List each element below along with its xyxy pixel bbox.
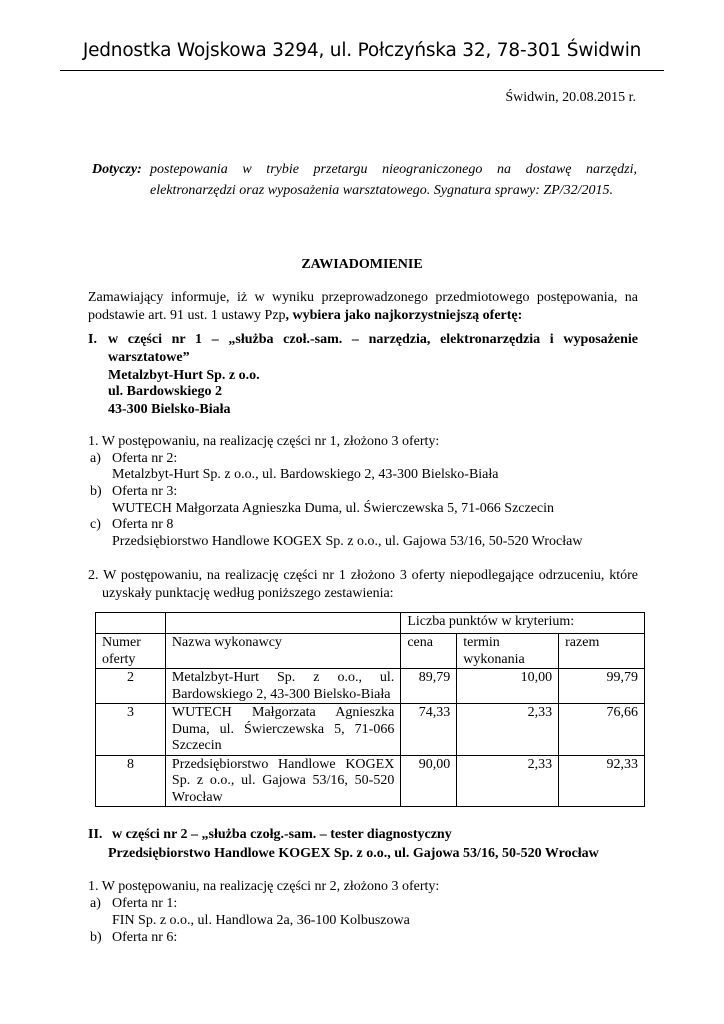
offer-number: 2 [96, 669, 166, 704]
intro-paragraph [88, 289, 638, 325]
part1-number: I. [88, 332, 97, 347]
total-points: 92,33 [559, 755, 645, 807]
part1-offer-letter: b) [90, 484, 102, 499]
column-header-price: cena [401, 634, 457, 669]
column-header-term: termin wykonania [457, 634, 559, 669]
criteria-group-header: Liczba punktów w kryterium: [401, 613, 645, 634]
part1-offer-detail: Metalzbyt-Hurt Sp. z o.o., ul. Bardowskiego 2, 43-300 Bielsko-Biała [112, 467, 499, 482]
part1-heading [88, 331, 638, 367]
part1-point2 [88, 567, 638, 603]
subject-block [92, 159, 637, 201]
term-points: 2,33 [457, 755, 559, 807]
part2-point1: 1. W postępowaniu, na realizację części nr 2, złożono 3 oferty: [88, 879, 440, 894]
intro-text: Zamawiający informuje, iż w wyniku przeprowadzonego przedmiotowego postępowania, na podstawie art. 91 ust. 1 ustawy Pzp [88, 290, 638, 323]
total-points: 99,79 [559, 669, 645, 704]
subject-text: postepowania w trybie przetargu nieograniczonego na dostawę narzędzi, elektronarzędzi oraz wyposażenia warsztatowego. Sygnatura sprawy: ZP/32/2015. [150, 162, 637, 198]
part2-number: II. [88, 827, 103, 842]
total-points: 76,66 [559, 704, 645, 756]
part1-offer-label: Oferta nr 2: [112, 451, 178, 466]
document-date: Świdwin, 20.08.2015 r. [505, 90, 636, 105]
price-points: 74,33 [401, 704, 457, 756]
table-row [96, 704, 645, 756]
term-points: 10,00 [457, 669, 559, 704]
table-cell-empty [96, 613, 166, 634]
part1-offer-letter: c) [90, 517, 101, 532]
part1-point2-text: 2. W postępowaniu, na realizację części nr 1 złożono 3 oferty niepodlegające odrzuceniu, które uzyskały punktację według poniższego zestawienia: [88, 568, 638, 601]
document-title: ZAWIADOMIENIE [301, 257, 423, 272]
table-row [96, 755, 645, 807]
part1-offer-label: Oferta nr 8 [112, 517, 174, 532]
table-header-row [96, 613, 645, 634]
part2-offer-letter: b) [90, 930, 102, 945]
column-header-name: Nazwa wykonawcy [165, 634, 400, 669]
part1-offer-detail: WUTECH Małgorzata Agnieszka Duma, ul. Świerczewska 5, 71-066 Szczecin [112, 501, 555, 516]
part2-offer-label: Oferta nr 1: [112, 896, 178, 911]
table-header-row [96, 634, 645, 669]
part2-offer-letter: a) [90, 896, 101, 911]
part2-heading-text: w części nr 2 – „służba czołg.-sam. – tester diagnostyczny [112, 827, 452, 842]
letterhead: Jednostka Wojskowa 3294, ul. Połczyńska 32, 78-301 Świdwin [82, 40, 642, 61]
part1-winner-name: Metalzbyt-Hurt Sp. z o.o. [108, 368, 260, 383]
part2-offer-detail: FIN Sp. z o.o., ul. Handlowa 2a, 36-100 Kolbuszowa [112, 913, 410, 928]
part1-point1: 1. W postępowaniu, na realizację części nr 1, złożono 3 oferty: [88, 434, 440, 449]
part1-winner-city: 43-300 Bielsko-Biała [108, 402, 231, 417]
scores-table [95, 612, 645, 807]
part1-offer-letter: a) [90, 451, 101, 466]
part1-offer-label: Oferta nr 3: [112, 484, 178, 499]
price-points: 89,79 [401, 669, 457, 704]
term-points: 2,33 [457, 704, 559, 756]
column-header-total: razem [559, 634, 645, 669]
contractor-name: WUTECH Małgorzata Agnieszka Duma, ul. Świerczewska 5, 71-066 Szczecin [165, 704, 400, 756]
offer-number: 8 [96, 755, 166, 807]
letterhead-rule [60, 70, 664, 71]
subject-label: Dotyczy: [92, 162, 142, 177]
part1-heading-text: w części nr 1 – „służba czoł.-sam. – narzędzia, elektronarzędzia i wyposażenie warsztatowe” [108, 332, 638, 365]
intro-bold: , wybiera jako najkorzystniejszą ofertę: [285, 308, 523, 323]
part1-winner-street: ul. Bardowskiego 2 [108, 384, 222, 399]
part1-offer-detail: Przedsiębiorstwo Handlowe KOGEX Sp. z o.o., ul. Gajowa 53/16, 50-520 Wrocław [112, 534, 583, 549]
offer-number: 3 [96, 704, 166, 756]
column-header-number: Numer oferty [96, 634, 166, 669]
part2-winner: Przedsiębiorstwo Handlowe KOGEX Sp. z o.o., ul. Gajowa 53/16, 50-520 Wrocław [108, 846, 599, 861]
price-points: 90,00 [401, 755, 457, 807]
contractor-name: Przedsiębiorstwo Handlowe KOGEX Sp. z o.o., ul. Gajowa 53/16, 50-520 Wrocław [165, 755, 400, 807]
part2-offer-label: Oferta nr 6: [112, 930, 178, 945]
table-cell-empty [165, 613, 400, 634]
contractor-name: Metalzbyt-Hurt Sp. z o.o., ul. Bardowskiego 2, 43-300 Bielsko-Biała [165, 669, 400, 704]
table-row [96, 669, 645, 704]
